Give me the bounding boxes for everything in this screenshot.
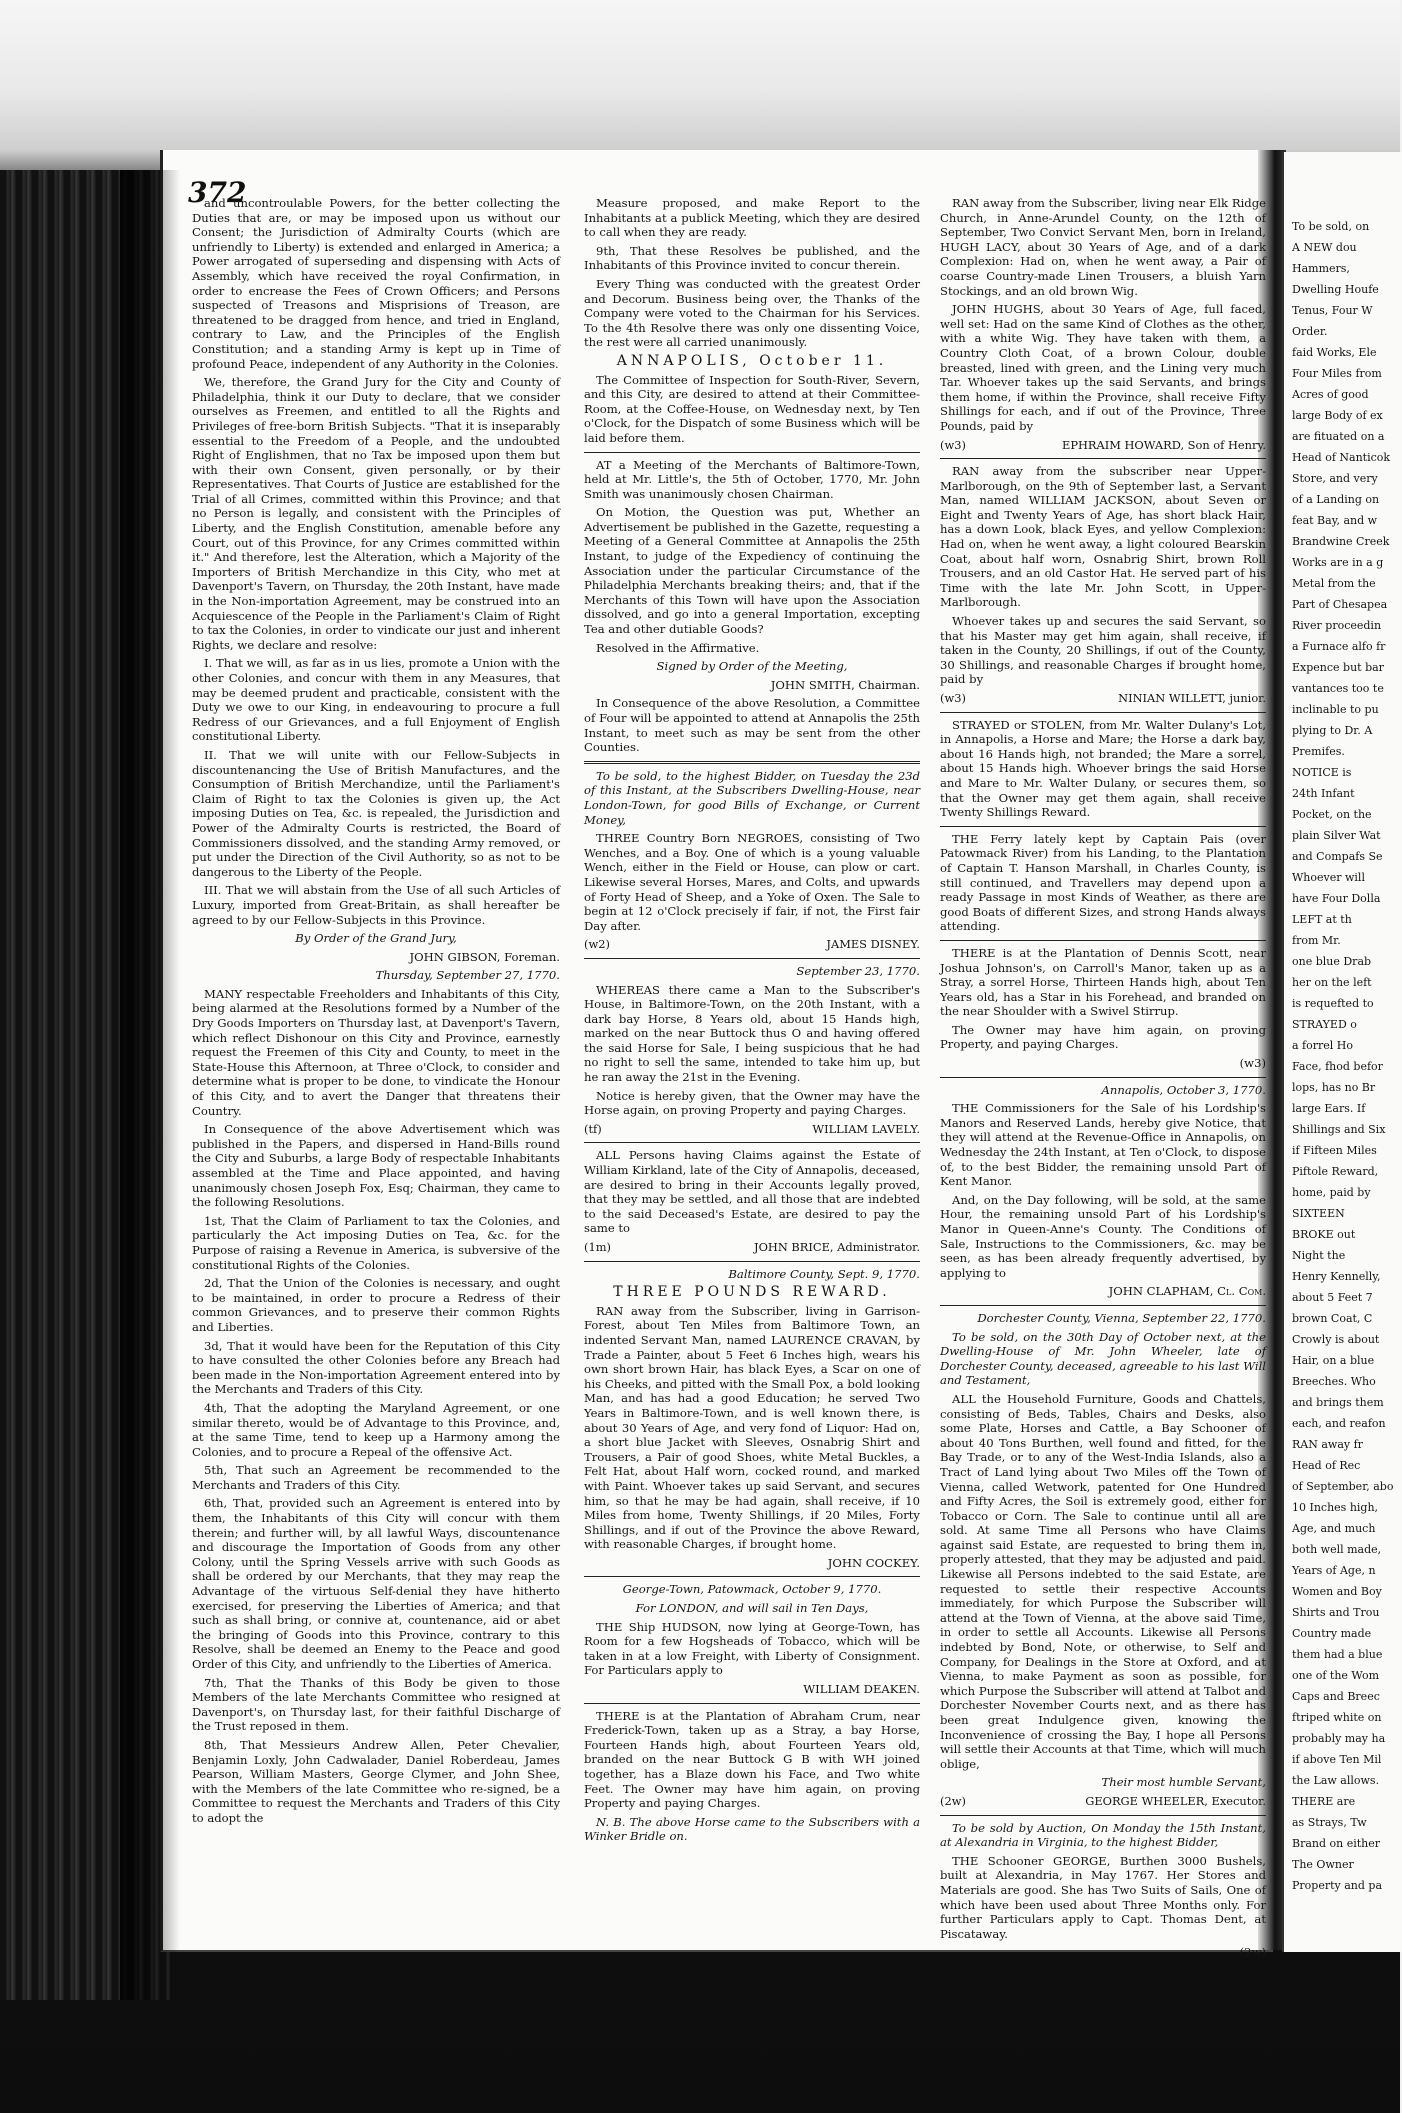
cutoff-line: Henry Kennelly, bbox=[1292, 1270, 1381, 1283]
paragraph: MANY respectable Freeholders and Inhabitants of this City, being alarmed at the Resolutions formed by a Number of the Dry Goods Importers on Thursday last, at Davenport's Tavern, which reflect Dishonour on this City and Province, earnestly request the Freemen of this City and County, to meet in the State-House this Afternoon, at Three o'Clock, to consider and determine what is proper to be done, to vindicate the Honour of this City, and to avert the Danger that threatens their Country. bbox=[192, 986, 560, 1118]
dateline: Baltimore County, Sept. 9, 1770. bbox=[728, 1266, 920, 1281]
divider bbox=[940, 1305, 1266, 1306]
cutoff-line: both well made, bbox=[1292, 1543, 1382, 1556]
dateline: Dorchester County, Vienna, September 22, 1770. bbox=[977, 1310, 1266, 1325]
paragraph: The Committee of Inspection for South-River, Severn, and this City, are desired to attend at their Committee-Room, at the Coffee-House, on Wednesday next, by Ten o'Clock, for the Dispatch of some Business which will be laid before them. bbox=[584, 372, 920, 445]
ad-body: JOHN HUGHS, about 30 Years of Age, full faced, well set: Had on the same Kind of Clothes as the other, with a white Wig. They have taken with them, a Country Cloth Coat, of a brown Colour, double breasted, lined with green, and the Lining very much Tar. Whoever takes up the said Servants, and brings them home, if within the Province, shall receive Fifty Shillings for each, and if out of the Province, Three Pounds, paid by bbox=[940, 302, 1266, 433]
divider bbox=[940, 1815, 1266, 1816]
paragraph: AT a Meeting of the Merchants of Baltimore-Town, held at Mr. Little's, the 5th of October, 1770, Mr. John Smith was unanimously chosen Chairman. bbox=[584, 457, 920, 501]
cutoff-line: Property and pa bbox=[1292, 1879, 1383, 1892]
cutoff-line: A NEW dou bbox=[1292, 241, 1357, 254]
ad-code: (2w) bbox=[1239, 1945, 1266, 1960]
divider bbox=[584, 1703, 920, 1704]
cutoff-line: THERE are bbox=[1292, 1795, 1356, 1808]
ad-body: Whoever takes up and secures the said Servant, so that his Master may get him again, shall receive, if taken in the County, 20 Shillings, if out of the County, 30 Shillings, and reasonable Charges if brought home, paid by bbox=[940, 614, 1266, 687]
ad-body: RAN away from the Subscriber, living in Garrison-Forest, about Ten Miles from Baltimore Town, an indented Servant Man, named LAURENCE CRAVAN, by Trade a Painter, about 5 Feet 6 Inches high, wears his own short brown Hair, has black Eyes, a Scar on one of his Cheeks, and pitted with the Small Pox, a bold looking Man, and has had a good Education; he served Two Years in Baltimore-Town, and is well known there, is about 30 Years of Age, and very fond of Liquor: Had on, a short blue Jacket with Sleeves, Osnabrig Shirt and Trousers, a Pair of good Shoes, white Metal Buckles, a Felt Hat, about Half worn, cocked round, and marked with Paint. Whoever takes up said Servant, and secures him, so that he may be had again, shall receive, if 10 Miles from home, Twenty Shillings, if 20 Miles, Forty Shillings, and if out of the Province the above Reward, with reasonable Charges, if brought home. bbox=[584, 1303, 920, 1552]
cutoff-line: about 5 Feet 7 bbox=[1292, 1291, 1373, 1304]
cutoff-line: Premifes. bbox=[1292, 745, 1345, 758]
ad-note: N. B. The above Horse came to the Subscribers with a Winker Bridle on. bbox=[584, 1814, 920, 1844]
ad-body: ALL the Household Furniture, Goods and Chattels, consisting of Beds, Tables, Chairs and Desks, also some Plate, Horses and Cattle, a Bay Schooner of about 40 Tons Burthen, well found and fitted, for the Bay Trade, or to any of the West-India Islands, also a Tract of Land lying about Two Miles off the Town of Vienna, called Wetwork, patented for One Hundred and Fifty Acres, the Soil is extremely good, either for Tobacco or Corn. The Sale to continue until all are sold. At same Time all Persons who have Claims against said Estate, are requested to bring them in, properly attested, that they may be adjusted and paid. Likewise all Persons indebted to the said Estate, are requested to settle their respective Accounts immediately, for which Purpose the Subscriber will attend at the Town of Vienna, at the above said Time, in order to settle all Accounts. Likewise all Persons indebted by Bond, Note, or otherwise, to Self and Company, for Dealings in the Store at Oxford, and at Vienna, to make Payment as soon as possible, for which Purpose the Subscriber will attend at Talbot and Dorchester November Courts next, and as there has been great Indulgence given, knowing the Inconvenience of crossing the Bay, I hope all Persons will settle their Accounts at that Time, which will much oblige, bbox=[940, 1391, 1266, 1771]
cutoff-line: Order. bbox=[1292, 325, 1328, 338]
resolution: 5th, That such an Agreement be recommended to the Merchants and Traders of this City. bbox=[192, 1463, 560, 1492]
cutoff-line: The Owner bbox=[1292, 1858, 1354, 1871]
ad-code: (2w) bbox=[940, 1793, 966, 1808]
cutoff-line: Store, and very bbox=[1292, 472, 1378, 485]
cutoff-line: Night the bbox=[1292, 1249, 1346, 1262]
section-heading: ANNAPOLIS, October 11. bbox=[616, 352, 888, 369]
cutoff-line: if Fifteen Miles bbox=[1292, 1144, 1377, 1157]
ad-signature: GEORGE WHEELER, Executor. bbox=[1085, 1793, 1266, 1808]
cutoff-line: River proceedin bbox=[1292, 619, 1382, 632]
paragraph: III. That we will abstain from the Use of all such Articles of Luxury, imported from Great-Britain, as shall hereafter be agreed to by our Fellow-Subjects in this Province. bbox=[192, 883, 560, 927]
cutoff-line: her on the left bbox=[1292, 976, 1372, 989]
cutoff-line: Women and Boy bbox=[1292, 1585, 1382, 1598]
column-3 bbox=[940, 196, 1266, 1960]
cutoff-line: each, and reafon bbox=[1292, 1417, 1386, 1430]
cutoff-line: inclinable to pu bbox=[1292, 703, 1379, 716]
ad-intro: For LONDON, and will sail in Ten Days, bbox=[635, 1601, 869, 1616]
resolution: 3d, That it would have been for the Reputation of this City to have consulted the other Colonies before any Breach had been made in the Non-importation Agreement entered into by the Merchants and Traders of this City. bbox=[192, 1338, 560, 1397]
ad-closing: Their most humble Servant, bbox=[1101, 1775, 1266, 1790]
column-4-cutoff bbox=[1292, 220, 1396, 1920]
divider bbox=[584, 1261, 920, 1262]
cutoff-line: Hammers, bbox=[1292, 262, 1350, 275]
ad-body: STRAYED or STOLEN, from Mr. Walter Dulany's Lot, in Annapolis, a Horse and Mare; the Horse a dark bay, about 16 Hands high, not branded; the Mare a sorrel, about 15 Hands high. Whoever brings the said Horse and Mare to Mr. Walter Dulany, or secures them, so that the Owner may get them again, shall receive Twenty Shillings Reward. bbox=[940, 717, 1266, 820]
ad-body: THE Ferry lately kept by Captain Pais (over Patowmack River) from his Landing, to the Plantation of Captain T. Hanson Marshall, in Charles County, is still continued, and Travellers may depend upon a ready Passage in most Kinds of Weather, as there are good Boats of different Sizes, and strong Hands always attending. bbox=[940, 831, 1266, 934]
cutoff-line: Acres of good bbox=[1292, 388, 1369, 401]
divider bbox=[940, 458, 1266, 459]
ad-body: RAN away from the Subscriber, living near Elk Ridge Church, in Anne-Arundel County, on the 12th of September, Two Convict Servant Men, born in Ireland, HUGH LACY, about 30 Years of Age, and of a dark Complexion: Had on, when he went away, a Pair of coarse Country-made Linen Trousers, a bluish Yarn Stockings, and an old brown Wig. bbox=[940, 196, 1266, 298]
cutoff-line: of a Landing on bbox=[1292, 493, 1380, 506]
cutoff-line: one blue Drab bbox=[1292, 955, 1372, 968]
signature-name: JOHN GIBSON, Foreman. bbox=[409, 949, 560, 964]
cutoff-line: Part of Chesapea bbox=[1292, 598, 1388, 611]
cutoff-line: Brand on either bbox=[1292, 1837, 1381, 1850]
resolution: 6th, That, provided such an Agreement is entered into by them, the Inhabitants of this City will concur with them therein; and further will, by all lawful Ways, discountenance and discourage the Importation of Goods from any other Colony, until the Spring Vessels arrive with such Goods as shall be ordered by our Merchants, that they may reap the Advantage of the virtuous Self-denial they have hitherto exercised, for preserving the Liberties of America; and that such as shall bring, or connive at, countenance, aid or abet the bringing of Goods into this Province, contrary to this Resolve, shall be deemed an Enemy to the Peace and good Order of this City, and unfriendly to the Liberties of America. bbox=[192, 1496, 560, 1671]
ad-code: (w2) bbox=[584, 937, 610, 952]
cutoff-line: Breeches. Who bbox=[1292, 1375, 1376, 1388]
cutoff-line: lops, has no Br bbox=[1292, 1081, 1376, 1094]
divider bbox=[940, 826, 1266, 827]
page-number: 372 bbox=[188, 176, 247, 209]
cutoff-line: feat Bay, and w bbox=[1292, 514, 1378, 527]
cutoff-line: vantances too te bbox=[1292, 682, 1384, 695]
paragraph: We, therefore, the Grand Jury for the City and County of Philadelphia, think it our Duty to declare, that we consider ourselves as Freemen, and entitled to all the Rights and Privileges of free-born British Subjects. "That it is inseparably essential to the Freedom of a People, and the undoubted Right of Englishmen, that no Tax be imposed upon them but with their own Consent, given personally, or by their Representatives. That Courts of Justice are established for the Trial of all Crimes, committed within this Province; and that no Person is legally, and consistent with the Principles of Liberty, and the English Constitution, amenable before any Court, out of this Province, for any Crimes committed within it." And therefore, lest the Alteration, which a Majority of the Importers of British Merchandize in this City, who met at Davenport's Tavern, on Thursday, the 20th Instant, have made in the Non-importation Agreement, may be construed into an Acquiescence of the People in the Parliament's Claim of Right to tax the Colonies, in order to vindicate our just and inherent Rights, we declare and resolve: bbox=[192, 375, 560, 652]
paragraph: Every Thing was conducted with the greatest Order and Decorum. Business being over, the Thanks of the Company were voted to the Chairman for his Services. To the 4th Resolve there was only one dissenting Voice, the rest were all carried unanimously. bbox=[584, 276, 920, 350]
ad-code: (tf) bbox=[584, 1121, 602, 1136]
cutoff-line: is requefted to bbox=[1292, 997, 1374, 1010]
dateline: Annapolis, October 3, 1770. bbox=[1101, 1082, 1266, 1097]
cutoff-line: a forrel Ho bbox=[1292, 1039, 1354, 1052]
ad-signature: JOHN COCKEY. bbox=[827, 1555, 920, 1570]
ad-note: The Owner may have him again, on proving Property, and paying Charges. bbox=[940, 1022, 1266, 1052]
cutoff-line: and Compafs Se bbox=[1292, 850, 1383, 863]
ad-signature: EPHRAIM HOWARD, Son of Henry. bbox=[1062, 437, 1266, 452]
cutoff-line: LEFT at th bbox=[1292, 913, 1352, 926]
ad-body: ALL Persons having Claims against the Estate of William Kirkland, late of the City of Annapolis, deceased, are desired to bring in their Accounts legally proved, that they may be settled, and all those that are indebted to the said Deceased's Estate, are desired to pay the same to bbox=[584, 1148, 920, 1236]
ad-signature: JAMES DISNEY. bbox=[826, 937, 920, 952]
cutoff-line: SIXTEEN bbox=[1292, 1207, 1345, 1220]
cutoff-line: Caps and Breec bbox=[1292, 1690, 1380, 1703]
signature-name: JOHN SMITH, Chairman. bbox=[770, 677, 920, 692]
cutoff-line: NOTICE is bbox=[1292, 766, 1352, 779]
dateline: Thursday, September 27, 1770. bbox=[375, 968, 560, 983]
cutoff-line: Tenus, Four W bbox=[1292, 304, 1373, 317]
cutoff-line: home, paid by bbox=[1292, 1186, 1371, 1199]
cutoff-line: Works are in a g bbox=[1292, 556, 1384, 569]
column-1 bbox=[192, 196, 560, 1936]
ad-footer bbox=[940, 691, 1266, 706]
cutoff-line: them had a blue bbox=[1292, 1648, 1383, 1661]
ad-body: THERE is at the Plantation of Dennis Scott, near Joshua Johnson's, on Carroll's Manor, taken up as a Stray, a sorrel Horse, Thirteen Hands high, about Ten Years old, has a Star in his Forehead, and branded on the near Shoulder with a Swivel Stirrup. bbox=[940, 945, 1266, 1019]
gutter-shadow bbox=[120, 170, 180, 2000]
paragraph: I. That we will, as far as in us lies, promote a Union with the other Colonies, and concur with them in any Measures, that may be deemed prudent and practicable, consistent with the Duty we owe to our King, in endeavouring to procure a full Redress of our Grievances, and a full Enjoyment of English constitutional Liberty. bbox=[192, 656, 560, 744]
cutoff-line: probably may ha bbox=[1292, 1732, 1386, 1745]
cutoff-line: Years of Age, n bbox=[1292, 1564, 1376, 1577]
ad-footer bbox=[584, 1122, 920, 1137]
cutoff-line: STRAYED o bbox=[1292, 1018, 1357, 1031]
column-2 bbox=[584, 196, 920, 1936]
cutoff-line: from Mr. bbox=[1292, 934, 1341, 947]
paragraph: In Consequence of the above Advertisement which was published in the Papers, and dispersed in Hand-Bills round the City and Suburbs, a large Body of respectable Inhabitants assembled at the Time and Place appointed, and having unanimously chosen Joseph Fox, Esq; Chairman, they came to the following Resolutions. bbox=[192, 1122, 560, 1210]
cutoff-line: Crowly is about bbox=[1292, 1333, 1380, 1346]
resolution: 8th, That Messieurs Andrew Allen, Peter Chevalier, Benjamin Loxly, John Cadwalader, Daniel Roberdeau, James Pearson, William Masters, George Clymer, and John Shee, with the Members of the late Committee who re-signed, be a Committee to request the Merchants and Traders of this City to adopt the bbox=[192, 1737, 560, 1825]
cutoff-line: Head of Rec bbox=[1292, 1459, 1361, 1472]
cutoff-line: Expence but bar bbox=[1292, 661, 1384, 674]
cutoff-line: brown Coat, C bbox=[1292, 1312, 1373, 1325]
ad-code: (1m) bbox=[584, 1240, 611, 1254]
paragraph: II. That we will unite with our Fellow-Subjects in discountenancing the Use of British Manufactures, and the Consumption of British Merchandize, until the Parliament's Claim of Right to tax the Colonies is given up, the Act imposing Duties on Tea, &c. is repealed, the Jurisdiction and Power of the Admiralty Courts is restricted, the Board of Commissioners dissolved, and the standing Army removed, or put under the Direction of the Civil Authority, so as not to be dangerous to the Liberty of the People. bbox=[192, 747, 560, 879]
dateline: September 23, 1770. bbox=[796, 963, 920, 978]
ad-note: Notice is hereby given, that the Owner may have the Horse again, on proving Property and paying Charges. bbox=[584, 1088, 920, 1118]
divider bbox=[940, 1077, 1266, 1078]
resolution: 4th, That the adopting the Maryland Agreement, or one similar thereto, would be of Advantage to this Province, and, at the same Time, tend to keep up a Harmony among the Colonies, and to procure a Repeal of the offensive Act. bbox=[192, 1400, 560, 1459]
cutoff-line: Head of Nanticok bbox=[1292, 451, 1391, 464]
divider bbox=[940, 940, 1266, 941]
ad-footer bbox=[940, 438, 1266, 453]
paragraph: Measure proposed, and make Report to the Inhabitants at a publick Meeting, which they are desired to call when they are ready. bbox=[584, 196, 920, 240]
cutoff-line: Hair, on a blue bbox=[1292, 1354, 1375, 1367]
signature-order: Signed by Order of the Meeting, bbox=[656, 659, 848, 674]
ad-intro: To be sold, on the 30th Day of October next, at the Dwelling-House of Mr. John Wheeler, late of Dorchester County, deceased, agreeable to his last Will and Testament, bbox=[940, 1329, 1266, 1388]
cutoff-line: large Body of ex bbox=[1292, 409, 1383, 422]
cutoff-line: faid Works, Ele bbox=[1292, 346, 1377, 359]
cutoff-line: as Strays, Tw bbox=[1292, 1816, 1367, 1829]
cutoff-line: Metal from the bbox=[1292, 577, 1376, 590]
cutoff-line: Face, fhod befor bbox=[1292, 1060, 1383, 1073]
cutoff-line: To be sold, on bbox=[1292, 220, 1370, 233]
cutoff-line: Whoever will bbox=[1292, 871, 1365, 884]
ad-body: THE Schooner GEORGE, Burthen 3000 Bushels, built at Alexandria, in May 1767. Her Stores and Materials are good. She has Two Suits of Sails, One of which have been used about Three Months only. For further Particulars apply to Capt. Thomas Dent, at Piscataway. bbox=[940, 1853, 1266, 1941]
cutoff-line: plain Silver Wat bbox=[1292, 829, 1381, 842]
ad-code: (w3) bbox=[940, 437, 966, 452]
ad-code: (w3) bbox=[940, 691, 966, 705]
paragraph: 9th, That these Resolves be published, and the Inhabitants of this Province invited to concur therein. bbox=[584, 243, 920, 273]
ad-intro: To be sold by Auction, On Monday the 15th Instant, at Alexandria in Virginia, to the highest Bidder, bbox=[940, 1820, 1266, 1850]
cutoff-line: BROKE out bbox=[1292, 1228, 1356, 1241]
cutoff-line: the Law allows. bbox=[1292, 1774, 1380, 1787]
ad-body: THE Ship HUDSON, now lying at George-Town, has Room for a few Hogsheads of Tobacco, which will be taken in at a low Freight, with Liberty of Consignment. For Particulars apply to bbox=[584, 1619, 920, 1678]
cutoff-line: large Ears. If bbox=[1292, 1102, 1366, 1115]
cutoff-line: Brandwine Creek bbox=[1292, 535, 1390, 548]
ad-signature: JOHN BRICE, Administrator. bbox=[754, 1240, 920, 1254]
cutoff-line: 24th Infant bbox=[1292, 787, 1355, 800]
ad-body: RAN away from the subscriber near Upper-Marlborough, on the 9th of September last, a Servant Man, named WILLIAM JACKSON, about Seven or Eight and Twenty Years of Age, has short black Hair, has a down Look, black Eyes, and yellow Complexion: Had on, when he went away, a light coloured Bearskin Coat, about half worn, Osnabrig Shirt, brown Roll Trousers, and an old Castor Hat. He served part of his Time with the late Mr. John Scott, in Upper-Marlborough. bbox=[940, 464, 1266, 610]
cutoff-line: Country made bbox=[1292, 1627, 1372, 1640]
divider bbox=[584, 761, 920, 764]
ad-signature: JOHN CLAPHAM, Cl. Com. bbox=[1108, 1284, 1266, 1299]
cutoff-line: Piftole Reward, bbox=[1292, 1165, 1379, 1178]
divider bbox=[584, 452, 920, 453]
cutoff-line: one of the Wom bbox=[1292, 1669, 1380, 1682]
divider bbox=[584, 958, 920, 959]
cutoff-line: if above Ten Mil bbox=[1292, 1753, 1382, 1766]
cutoff-line: 10 Inches high, bbox=[1292, 1501, 1379, 1514]
ad-body: THERE is at the Plantation of Abraham Crum, near Frederick-Town, taken up as a Stray, a bay Horse, Fourteen Hands high, about Fourteen Years old, branded on the near Buttock G B with WH joined together, has a Blaze down his Face, and Two white Feet. The Owner may have him again, on proving Property and paying Charges. bbox=[584, 1708, 920, 1811]
cutoff-line: Four Miles from bbox=[1292, 367, 1382, 380]
cutoff-line: RAN away fr bbox=[1292, 1438, 1363, 1451]
resolution: 7th, That the Thanks of this Body be given to those Members of the late Merchants Committee who resigned at Davenport's, on Thursday last, for their faithful Discharge of the Trust reposed in them. bbox=[192, 1675, 560, 1734]
divider bbox=[940, 712, 1266, 713]
ad-footer bbox=[940, 1794, 1266, 1809]
ad-code: (w3) bbox=[1239, 1056, 1266, 1071]
ad-body: THE Commissioners for the Sale of his Lordship's Manors and Reserved Lands, hereby give Notice, that they will attend at the Revenue-Office in Annapolis, on Wednesday the 24th Instant, at Ten o'Clock, to dispose of, to the best Bidder, the remaining unsold Part of Kent Manor. bbox=[940, 1101, 1266, 1189]
resolution: 2d, That the Union of the Colonies is necessary, and ought to be maintained, in order to procure a Redress of their common Grievances, and to preserve their common Rights and Liberties. bbox=[192, 1276, 560, 1334]
cutoff-line: of September, abo bbox=[1292, 1480, 1394, 1493]
paragraph: In Consequence of the above Resolution, a Committee of Four will be appointed to attend at Annapolis the 25th Instant, to meet such as may be sent from the other Counties. bbox=[584, 696, 920, 755]
cutoff-line: a Furnace alfo fr bbox=[1292, 640, 1386, 653]
cutoff-line: are fituated on a bbox=[1292, 430, 1385, 443]
cutoff-line: plying to Dr. A bbox=[1292, 724, 1373, 737]
signature-order: By Order of the Grand Jury, bbox=[295, 931, 457, 946]
reward-heading: THREE POUNDS REWARD. bbox=[613, 1284, 891, 1301]
cutoff-line: have Four Dolla bbox=[1292, 892, 1381, 905]
cutoff-line: Dwelling Houfe bbox=[1292, 283, 1379, 296]
cutoff-line: and brings them bbox=[1292, 1396, 1384, 1409]
cutoff-line: Shirts and Trou bbox=[1292, 1606, 1380, 1619]
resolution: 1st, That the Claim of Parliament to tax the Colonies, and particularly the Act imposing Duties on Tea, &c. for the Purpose of raising a Revenue in America, is subversive of the constitutional Rights of the Colonies. bbox=[192, 1213, 560, 1272]
ad-body: And, on the Day following, will be sold, at the same Hour, the remaining unsold Part of his Lordship's Manor in Queen-Anne's County. The Conditions of Sale, Instructions to the Commissioners, &c. may be seen, as has been already frequently advertised, by applying to bbox=[940, 1192, 1266, 1280]
divider bbox=[584, 1576, 920, 1577]
ad-signature: NINIAN WILLETT, junior. bbox=[1118, 691, 1266, 705]
cutoff-line: Pocket, on the bbox=[1292, 808, 1372, 821]
divider bbox=[584, 1142, 920, 1143]
paragraph: Resolved in the Affirmative. bbox=[596, 640, 760, 655]
cutoff-line: Shillings and Six bbox=[1292, 1123, 1386, 1136]
ad-footer bbox=[584, 1240, 920, 1255]
dateline: George-Town, Patowmack, October 9, 1770. bbox=[622, 1582, 882, 1597]
ad-body: THREE Country Born NEGROES, consisting of Two Wenches, and a Boy. One of which is a young valuable Wench, either in the Field or House, can plow or cart. Likewise several Horses, Mares, and Colts, and upwards of Forty Head of Sheep, and a Yoke of Oxen. The Sale to begin at 12 o'Clock precisely if fair, if not, the First fair Day after. bbox=[584, 831, 920, 933]
ad-signature: WILLIAM LAVELY. bbox=[812, 1121, 920, 1136]
ad-intro: To be sold, to the highest Bidder, on Tuesday the 23d of this Instant, at the Subscribers Dwelling-House, near London-Town, for good Bills of Exchange, or Current Money, bbox=[584, 768, 920, 827]
cutoff-line: ftriped white on bbox=[1292, 1711, 1382, 1724]
ad-body: WHEREAS there came a Man to the Subscriber's House, in Baltimore-Town, on the 20th Instant, with a dark bay Horse, 8 Years old, about 15 Hands high, marked on the near Buttock thus O and having offered the said Horse for Sale, I being suspicious that he had no right to sell the same, intended to take him up, but he ran away the 21st in the Evening. bbox=[584, 982, 920, 1085]
paragraph: and uncontroulable Powers, for the better collecting the Duties that are, or may be imposed upon us without our Consent; the Jurisdiction of Admiralty Courts (which are unfriendly to Liberty) is extended and enlarged in America; a Power arrogated of superseding and dispensing with Acts of Assembly, which have received the royal Confirmation, in order to encrease the Fees of Crown Officers; and Persons suspected of Treasons and Misprisions of Treason, are threatened to be dragged from hence, and tried in England, contrary to Law, and the Principles of the English Constitution; and a standing Army is kept up in Time of profound Peace, independent of any Authority in the Colonies. bbox=[192, 196, 560, 371]
ad-footer bbox=[584, 937, 920, 952]
ad-signature: WILLIAM DEAKEN. bbox=[803, 1682, 920, 1697]
paragraph: On Motion, the Question was put, Whether an Advertisement be published in the Gazette, requesting a Meeting of a General Committee at Annapolis the 25th Instant, to judge of the Expediency of continuing the Association under the particular Circumstance of the Philadelphia Merchants breaking theirs; and, that if the Merchants of this Town will have upon the Association dissolved, and go into a general Importation, excepting Tea and other dutiable Goods? bbox=[584, 505, 920, 637]
cutoff-line: Age, and much bbox=[1292, 1522, 1376, 1535]
